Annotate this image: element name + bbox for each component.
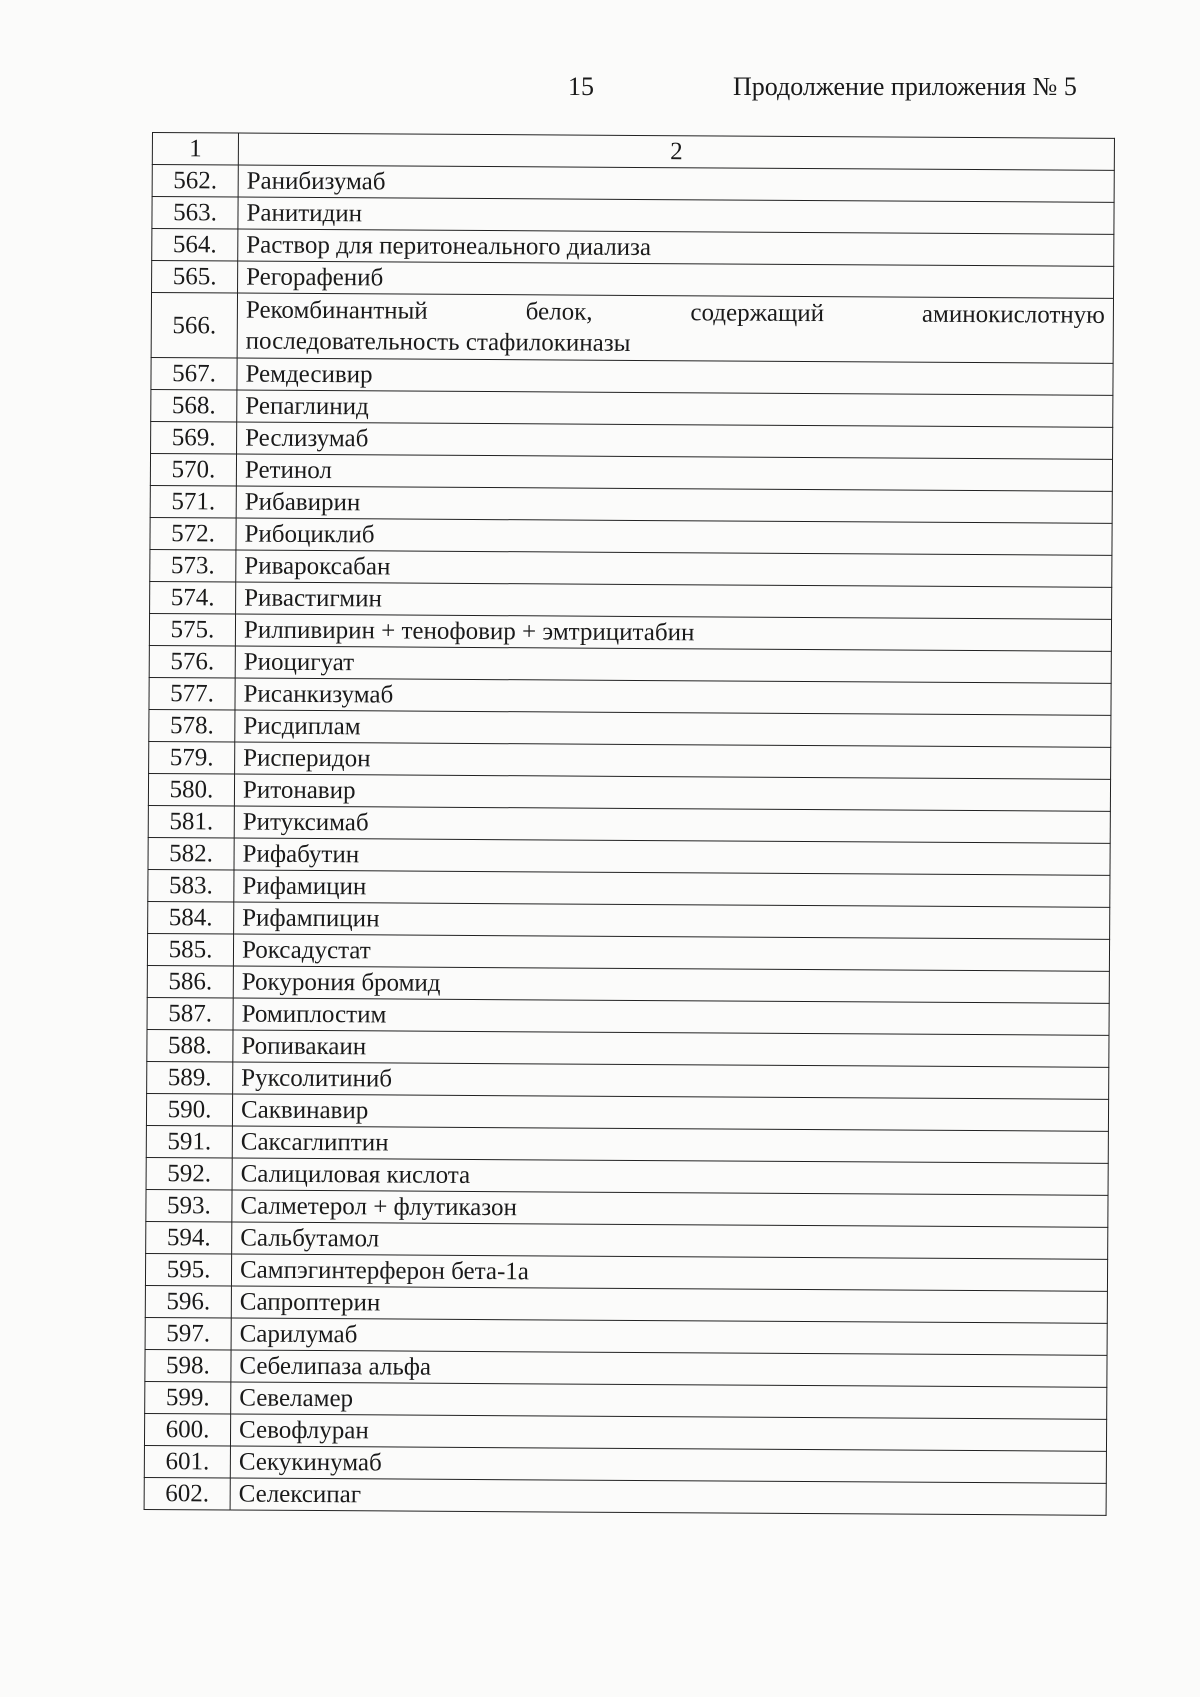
drug-name: Ропивакаин bbox=[233, 1030, 1109, 1067]
row-number: 595. bbox=[145, 1253, 231, 1286]
row-number: 591. bbox=[146, 1125, 232, 1158]
drug-name: Ритонавир bbox=[234, 774, 1110, 811]
drug-name: Саксаглиптин bbox=[232, 1126, 1108, 1163]
drug-name: Ромиплостим bbox=[233, 998, 1109, 1035]
drug-name: Рифабутин bbox=[234, 838, 1110, 875]
drug-name: Регорафениб bbox=[238, 261, 1114, 298]
drug-name: Репаглинид bbox=[237, 390, 1113, 427]
row-number: 588. bbox=[147, 1029, 233, 1062]
row-number: 598. bbox=[145, 1349, 231, 1382]
row-number: 573. bbox=[150, 549, 236, 582]
drug-name: Салметерол + флутиказон bbox=[232, 1190, 1108, 1227]
drug-name: Салициловая кислота bbox=[232, 1158, 1108, 1195]
row-number: 579. bbox=[149, 741, 235, 774]
drug-name-line-1: Рекомбинантный белок, содержащий аминокислотную bbox=[245, 296, 1105, 329]
drug-name: Севофлуран bbox=[230, 1414, 1106, 1451]
drug-name: Ретинол bbox=[236, 454, 1112, 491]
drug-name: Рисанкизумаб bbox=[235, 678, 1111, 715]
row-number: 565. bbox=[152, 261, 238, 294]
drug-name: Себелипаза альфа bbox=[231, 1350, 1107, 1387]
drug-name: Рисперидон bbox=[235, 742, 1111, 779]
table-row bbox=[144, 1477, 1106, 1515]
drug-name: Саквинавир bbox=[232, 1094, 1108, 1131]
row-number: 566. bbox=[151, 293, 237, 359]
drug-name: Селексипаг bbox=[230, 1478, 1106, 1515]
row-number: 577. bbox=[149, 677, 235, 710]
column-header-2: 2 bbox=[238, 133, 1114, 170]
row-number: 601. bbox=[144, 1445, 230, 1478]
row-number: 599. bbox=[145, 1381, 231, 1414]
row-number: 597. bbox=[145, 1317, 231, 1350]
drug-list-table bbox=[144, 132, 1115, 1516]
row-number: 571. bbox=[150, 485, 236, 518]
drug-name: Севеламер bbox=[231, 1382, 1107, 1419]
row-number: 564. bbox=[152, 229, 238, 262]
row-number: 590. bbox=[146, 1093, 232, 1126]
drug-name: Ранибизумаб bbox=[238, 165, 1114, 202]
drug-name: Сальбутамол bbox=[232, 1222, 1108, 1259]
row-number: 592. bbox=[146, 1157, 232, 1190]
drug-name: Рилпивирин + тенофовир + эмтрицитабин bbox=[235, 614, 1111, 651]
row-number: 584. bbox=[148, 901, 234, 934]
row-number: 587. bbox=[147, 997, 233, 1030]
row-number: 582. bbox=[148, 837, 234, 870]
row-number: 602. bbox=[144, 1477, 230, 1510]
row-number: 585. bbox=[147, 933, 233, 966]
row-number: 580. bbox=[148, 773, 234, 806]
row-number: 572. bbox=[150, 517, 236, 550]
row-number: 574. bbox=[150, 581, 236, 614]
drug-name bbox=[237, 293, 1113, 363]
drug-name: Ривастигмин bbox=[236, 582, 1112, 619]
drug-name: Реслизумаб bbox=[237, 422, 1113, 459]
column-header-1: 1 bbox=[152, 133, 238, 166]
row-number: 568. bbox=[151, 389, 237, 422]
drug-name: Рифамицин bbox=[234, 870, 1110, 907]
row-number: 583. bbox=[148, 869, 234, 902]
drug-name: Риоцигуат bbox=[235, 646, 1111, 683]
row-number: 594. bbox=[146, 1221, 232, 1254]
row-number: 569. bbox=[151, 421, 237, 454]
drug-name: Руксолитиниб bbox=[233, 1062, 1109, 1099]
row-number: 589. bbox=[147, 1061, 233, 1094]
row-number: 562. bbox=[152, 165, 238, 198]
row-number: 578. bbox=[149, 709, 235, 742]
row-number: 600. bbox=[144, 1413, 230, 1446]
row-number: 596. bbox=[145, 1285, 231, 1318]
drug-name: Секукинумаб bbox=[230, 1446, 1106, 1483]
table-row bbox=[151, 293, 1113, 364]
drug-name: Рибоциклиб bbox=[236, 518, 1112, 555]
drug-name: Сапроптерин bbox=[231, 1286, 1107, 1323]
continuation-title: Продолжение приложения № 5 bbox=[733, 72, 1077, 101]
row-number: 570. bbox=[150, 453, 236, 486]
drug-name: Рисдиплам bbox=[235, 710, 1111, 747]
page-number: 15 bbox=[568, 72, 594, 101]
row-number: 575. bbox=[149, 613, 235, 646]
row-number: 567. bbox=[151, 357, 237, 390]
drug-name: Рокурония бромид bbox=[233, 966, 1109, 1003]
drug-name: Ритуксимаб bbox=[234, 806, 1110, 843]
drug-name: Рифампицин bbox=[234, 902, 1110, 939]
row-number: 581. bbox=[148, 805, 234, 838]
row-number: 576. bbox=[149, 645, 235, 678]
drug-name: Раствор для перитонеального диализа bbox=[238, 229, 1114, 266]
drug-name-line-2: последовательность стафилокиназы bbox=[245, 327, 631, 357]
drug-name: Ремдесивир bbox=[237, 358, 1113, 395]
row-number: 593. bbox=[146, 1189, 232, 1222]
drug-name: Сарилумаб bbox=[231, 1318, 1107, 1355]
drug-name: Сампэгинтерферон бета-1а bbox=[231, 1254, 1107, 1291]
row-number: 563. bbox=[152, 197, 238, 230]
row-number: 586. bbox=[147, 965, 233, 998]
drug-name: Ранитидин bbox=[238, 197, 1114, 234]
drug-name: Роксадустат bbox=[233, 934, 1109, 971]
drug-name: Ривароксабан bbox=[236, 550, 1112, 587]
drug-name: Рибавирин bbox=[236, 486, 1112, 523]
